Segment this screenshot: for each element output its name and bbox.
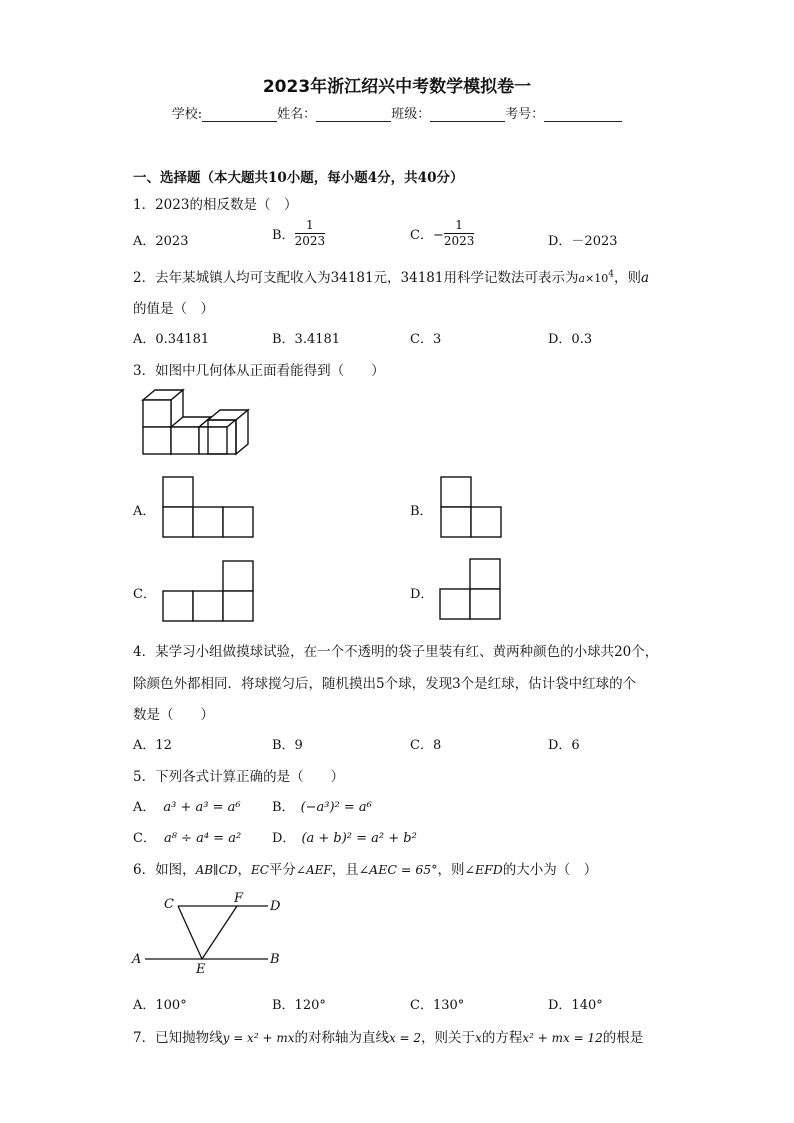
q3-option-c-label: C． [133, 587, 156, 602]
q6-label-D: D [270, 899, 281, 914]
exam-no-blank [544, 107, 622, 122]
q6-label-F: F [234, 891, 244, 906]
q6-label-C: C [164, 897, 174, 912]
q3-option-b-figure [440, 476, 502, 538]
q5-option-d: D． (a + b)² = a² + b² [272, 831, 417, 846]
q6-label-E: E [196, 962, 206, 977]
q1-option-b: B． $\frac{1}{2023}$ [272, 218, 326, 248]
q1-b-fraction: $\frac{1}{2023}$ [294, 218, 326, 248]
q3-option-d-label: D． [410, 587, 434, 602]
q2-option-a: A．0.34181 [133, 332, 210, 347]
q4-option-a: A．12 [133, 738, 172, 753]
q4-stem-line3: 数是（ ） [133, 707, 214, 723]
q2-stem-line2: 的值是（ ） [133, 301, 214, 317]
q2-option-c: C．3 [410, 332, 442, 347]
student-info-line [0, 103, 794, 122]
q6-option-b: B．120° [272, 998, 326, 1013]
q3-option-a-figure [162, 476, 254, 538]
name-label: 姓名： [277, 107, 317, 122]
q7-stem: 7．已知抛物线y = x² + mx的对称轴为直线x = 2，则关于x的方程x² + mx = 12的根是 [133, 1030, 644, 1046]
q1-option-c: C．− $\frac{1}{2023}$ [410, 218, 475, 248]
q5-option-b: B． (−a³)² = a⁶ [272, 800, 372, 815]
q3-option-a-label: A． [133, 504, 156, 519]
name-blank [316, 107, 391, 122]
school-blank [202, 107, 277, 122]
q4-option-c: C．8 [410, 738, 442, 753]
q3-option-d-figure [439, 558, 501, 620]
q4-option-d: D．6 [548, 738, 580, 753]
q5-stem: 5．下列各式计算正确的是（ ） [133, 769, 345, 785]
q3-option-b-label: B． [410, 504, 433, 519]
q5-option-c: C． a⁸ ÷ a⁴ = a² [133, 831, 242, 846]
q4-option-b: B．9 [272, 738, 303, 753]
q6-option-a: A．100° [133, 998, 187, 1013]
section-heading: 一、选择题（本大题共10小题，每小题4分，共40分） [133, 170, 464, 186]
q1-stem: 1．2023的相反数是（ ） [133, 197, 298, 213]
page-title: 2023年浙江绍兴中考数学模拟卷一 [262, 77, 532, 97]
class-blank [430, 107, 505, 122]
exam-no-label: 考号： [505, 107, 545, 122]
q6-stem: 6．如图，AB∥CD，EC平分∠AEF，且∠AEC = 65°，则∠EFD的大小为（ ） [133, 862, 598, 878]
q1-c-fraction: $\frac{1}{2023}$ [443, 218, 475, 248]
q1-option-a: A．2023 [133, 234, 189, 249]
q3-solid-figure [138, 388, 258, 460]
class-label: 班级： [391, 107, 431, 122]
q2-stem-line1: 2．去年某城镇人均可支配收入为34181元，34181用科学记数法可表示为$a\times 10^4$，则a [133, 269, 650, 286]
q1-option-d: D．－2023 [548, 234, 618, 249]
q4-stem-line2: 除颜色外都相同．将球搅匀后，随机摸出5个球，发现3个是红球，估计袋中红球的个 [133, 676, 637, 692]
q3-stem: 3．如图中几何体从正面看能得到（ ） [133, 363, 385, 379]
school-label: 学校: [171, 107, 203, 122]
q6-label-A: A [132, 952, 142, 967]
q5-option-a: A． a³ + a³ = a⁶ [133, 800, 241, 815]
q6-geometry-figure [130, 888, 290, 976]
q4-stem-line1: 4．某学习小组做摸球试验，在一个不透明的袋子里装有红、黄两种颜色的小球共20个， [133, 644, 659, 660]
q2-option-d: D．0.3 [548, 332, 593, 347]
q6-option-c: C．130° [410, 998, 465, 1013]
q2-option-b: B．3.4181 [272, 332, 341, 347]
q6-option-d: D．140° [548, 998, 603, 1013]
q3-option-c-figure [162, 560, 254, 622]
q6-label-B: B [270, 952, 280, 967]
